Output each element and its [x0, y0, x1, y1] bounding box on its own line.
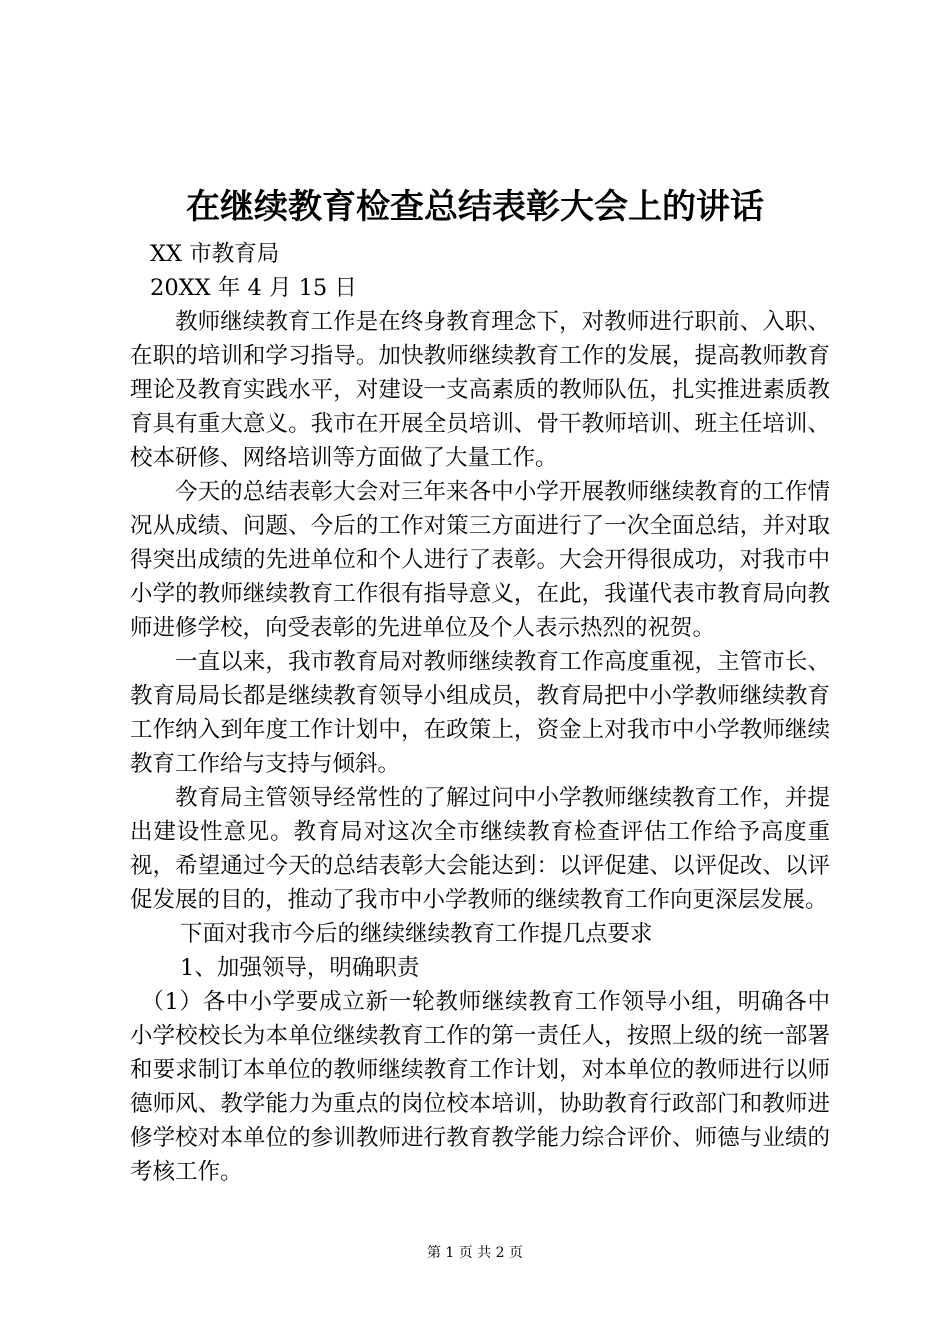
document-body	[130, 237, 830, 1189]
sub-paragraph-1: （1）各中小学要成立新一轮教师继续教育工作领导小组，明确各中小学校校长为本单位继续教育工作的第一责任人，按照上级的统一部署和要求制订本单位的教师继续教育工作计划，对本单位的教师进行以师德师风、教学能力为重点的岗位校本培训，协助教育行政部门和教师进修学校对本单位的参训教师进行教育教学能力综合评价、师德与业绩的考核工作。	[130, 989, 830, 1185]
section-heading: 1、加强领导，明确职责	[180, 955, 420, 981]
paragraph-4: 教育局主管领导经常性的了解过问中小学教师继续教育工作，并提出建设性意见。教育局对这次全市继续教育检查评估工作给予高度重视，希望通过今天的总结表彰大会能达到：以评促建、以评促改、以评促发展的目的，推动了我市中小学教师的继续教育工作向更深层发展。	[130, 785, 830, 913]
page-footer: 第 1 页 共 2 页	[426, 1245, 524, 1261]
intro-line: 下面对我市今后的继续继续教育工作提几点要求	[180, 921, 653, 947]
date-line	[130, 271, 830, 305]
author: XX 市教育局	[150, 241, 280, 267]
paragraph-3: 一直以来，我市教育局对教师继续教育工作高度重视，主管市长、教育局局长都是继续教育领导小组成员，教育局把中小学教师继续教育工作纳入到年度工作计划中，在政策上，资金上对我市中小学教师继续教育工作给与支持与倾斜。	[130, 649, 830, 777]
paragraph-1: 教师继续教育工作是在终身教育理念下，对教师进行职前、入职、在职的培训和学习指导。加快教师继续教育工作的发展，提高教师教育理论及教育实践水平，对建设一支高素质的教师队伍，扎实推进素质教育具有重大意义。我市在开展全员培训、骨干教师培训、班主任培训、校本研修、网络培训等方面做了大量工作。	[130, 309, 830, 471]
paragraph-2: 今天的总结表彰大会对三年来各中小学开展教师继续教育的工作情况从成绩、问题、今后的工作对策三方面进行了一次全面总结，并对取得突出成绩的先进单位和个人进行了表彰。大会开得很成功，对我市中小学的教师继续教育工作很有指导意义，在此，我谨代表市教育局向教师进修学校，向受表彰的先进单位及个人表示热烈的祝贺。	[130, 479, 830, 641]
document-title: 在继续教育检查总结表彰大会上的讲话	[186, 187, 764, 227]
author-line	[130, 237, 830, 271]
date: 20XX 年 4 月 15 日	[150, 275, 357, 301]
